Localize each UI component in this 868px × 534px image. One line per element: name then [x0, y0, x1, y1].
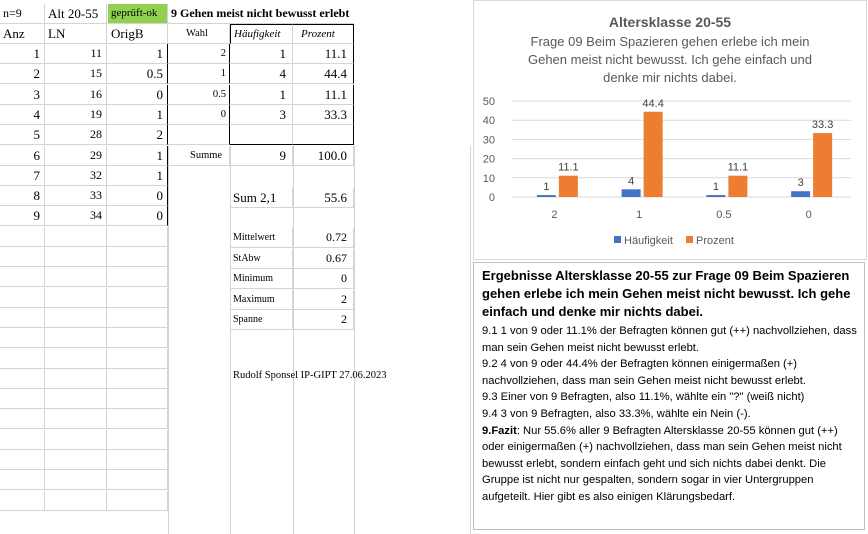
cell-ln[interactable]: 29 [45, 146, 107, 166]
sum21-percent[interactable]: 55.6 [293, 188, 354, 208]
x-tick-label: 2 [551, 209, 558, 221]
stat-value[interactable]: 0.67 [293, 249, 354, 269]
empty-cell[interactable] [0, 328, 45, 348]
empty-cell[interactable] [45, 227, 107, 247]
data-label: 11.1 [727, 161, 749, 174]
stat-label[interactable]: Mittelwert [230, 228, 293, 248]
summe-label[interactable]: Summe [168, 146, 230, 166]
bar-prozent [728, 176, 747, 197]
data-label: 4 [628, 175, 635, 188]
cell-ln[interactable]: 28 [45, 125, 107, 145]
col-line-prozent [293, 146, 294, 534]
freq-wahl[interactable]: 0.5 [168, 85, 230, 105]
empty-cell[interactable] [45, 389, 107, 409]
empty-cell[interactable] [0, 288, 45, 308]
empty-cell[interactable] [45, 369, 107, 389]
bar-prozent [644, 112, 663, 197]
fazit-label: 9.Fazit [482, 424, 517, 437]
cell-ln[interactable]: 34 [45, 206, 107, 226]
freq-haeufigkeit[interactable]: 1 [230, 85, 293, 105]
freq-prozent[interactable]: 11.1 [293, 44, 354, 64]
cell-origb[interactable]: 0 [107, 85, 168, 105]
empty-cell[interactable] [107, 308, 168, 328]
empty-cell[interactable] [0, 227, 45, 247]
summe-count[interactable]: 9 [230, 146, 293, 166]
cell-n-label[interactable]: n=9 [0, 4, 45, 24]
result-fazit [482, 423, 858, 506]
data-label: 11.1 [558, 161, 579, 174]
stat-label[interactable]: Minimum [230, 269, 293, 289]
freq-wahl[interactable]: 0 [168, 105, 230, 125]
empty-cell[interactable] [45, 450, 107, 470]
empty-cell[interactable] [0, 267, 45, 287]
cell-origb[interactable]: 1 [107, 44, 168, 64]
sum21-label[interactable]: Sum 2,1 [230, 188, 293, 208]
bar-prozent [559, 176, 578, 197]
freq-haeufigkeit[interactable]: 4 [230, 64, 293, 84]
cell-signature[interactable]: Rudolf Sponsel IP-GIPT 27.06.2023 [233, 370, 387, 381]
empty-cell[interactable] [0, 349, 45, 369]
results-text-box[interactable] [473, 262, 865, 530]
col-header-haeufigkeit[interactable]: Häufigkeit [230, 24, 293, 44]
y-tick-label: 20 [482, 153, 495, 166]
col-line-wahl [168, 146, 169, 534]
empty-cell[interactable] [107, 227, 168, 247]
stat-label[interactable]: StAbw [230, 249, 293, 269]
empty-cell[interactable] [107, 369, 168, 389]
cell-ln[interactable]: 15 [45, 64, 107, 84]
empty-cell[interactable] [107, 349, 168, 369]
y-tick-label: 0 [488, 192, 495, 204]
empty-cell[interactable] [45, 409, 107, 429]
fazit-text: : Nur 55.6% aller 9 Befragten Altersklasse 20-55 können gut (++) oder einigermaßen (+) nachvollziehen, dass man sein Gehen meist nicht bewusst erlebt, sondern einfach geht und sich nichts dabei denkt. Die Gruppe ist nicht nur gespalten, sondern sogar in vier Untergruppen aufgeteilt. Hier gibt es also einigen Klärungsbedarf. [482, 424, 842, 503]
cell-anz[interactable]: 4 [0, 105, 45, 125]
cell-origb[interactable]: 1 [107, 105, 168, 125]
empty-cell[interactable] [0, 430, 45, 450]
data-label: 33.3 [811, 119, 834, 132]
cell-origb[interactable]: 1 [107, 166, 168, 186]
result-line-3: 9.3 Einer von 9 Befragten, also 11.1%, wählte ein "?" (weiß nicht) [482, 391, 805, 404]
empty-cell[interactable] [107, 389, 168, 409]
bar-prozent [813, 133, 832, 197]
data-label: 1 [712, 181, 719, 194]
cell-origb[interactable]: 0 [107, 206, 168, 226]
col-line-haeufigkeit [230, 146, 231, 534]
bar-hufigkeit [537, 195, 556, 197]
empty-cell[interactable] [107, 491, 168, 511]
bar-hufigkeit [706, 195, 725, 197]
cell-anz[interactable]: 5 [0, 125, 45, 145]
empty-cell[interactable] [45, 491, 107, 511]
empty-cell[interactable] [107, 470, 168, 490]
col-line-extra [470, 146, 471, 534]
data-label: 44.4 [642, 97, 664, 110]
chart-title: Altersklasse 20-55 [608, 14, 732, 30]
freq-prozent[interactable]: 33.3 [293, 105, 354, 125]
chart-plot-area [474, 1, 866, 259]
col-header-origb[interactable]: OrigB [108, 24, 168, 44]
empty-cell[interactable] [45, 308, 107, 328]
cell-anz[interactable]: 6 [0, 146, 45, 166]
empty-cell[interactable] [107, 409, 168, 429]
cell-origb[interactable]: 0 [107, 186, 168, 206]
freq-blank-prozent [293, 125, 354, 145]
x-tick-label: 1 [636, 209, 643, 221]
cell-group-label[interactable]: Alt 20-55 [45, 4, 107, 24]
cell-anz[interactable]: 1 [0, 44, 45, 64]
empty-cell[interactable] [107, 430, 168, 450]
data-label: 3 [797, 177, 804, 190]
chart-subtitle-line-2: Gehen meist nicht bewusst. Ich gehe einfach und [527, 52, 812, 67]
empty-cell[interactable] [0, 491, 45, 511]
cell-origb[interactable]: 0.5 [107, 64, 168, 84]
freq-prozent[interactable]: 11.1 [293, 85, 354, 105]
empty-cell[interactable] [107, 328, 168, 348]
x-tick-label: 0 [805, 209, 812, 221]
y-tick-label: 30 [482, 134, 495, 147]
col-header-anz[interactable]: Anz [0, 24, 45, 44]
cell-ln[interactable]: 33 [45, 186, 107, 206]
empty-cell[interactable] [107, 450, 168, 470]
empty-cell[interactable] [0, 409, 45, 429]
y-tick-label: 40 [482, 115, 495, 128]
freq-haeufigkeit[interactable]: 3 [230, 105, 293, 125]
freq-blank-wahl [168, 125, 230, 145]
stat-value[interactable]: 0.72 [293, 228, 354, 248]
empty-cell[interactable] [0, 389, 45, 409]
legend-label: Prozent [696, 235, 734, 247]
cell-ln[interactable]: 32 [45, 166, 107, 186]
empty-cell[interactable] [107, 267, 168, 287]
empty-cell[interactable] [45, 430, 107, 450]
legend-swatch [614, 236, 621, 243]
cell-question-title[interactable]: 9 Gehen meist nicht bewusst erlebt [168, 4, 354, 24]
x-tick-label: 0.5 [716, 209, 732, 221]
col-line-prozent-right [354, 146, 355, 534]
stat-value[interactable]: 0 [293, 269, 354, 289]
col-header-prozent[interactable]: Prozent [293, 24, 354, 44]
bar-chart[interactable] [473, 0, 867, 260]
chart-subtitle-line-3: denke mir nichts dabei. [603, 70, 737, 85]
freq-prozent[interactable]: 44.4 [293, 64, 354, 84]
result-line-1: 9.1 1 von 9 oder 11.1% der Befragten können gut (++) nachvollziehen, dass man sein Gehen meist nicht bewusst erlebt. [482, 325, 857, 354]
cell-origb[interactable]: 1 [107, 146, 168, 166]
bar-hufigkeit [622, 189, 641, 197]
cell-anz[interactable]: 3 [0, 85, 45, 105]
result-line-2: 9.2 4 von 9 oder 44.4% der Befragten können einigermaßen (+) nachvollziehen, dass man sein Gehen meist nicht bewusst erlebt. [482, 358, 806, 387]
stat-value[interactable]: 2 [293, 310, 354, 330]
cell-anz[interactable]: 9 [0, 206, 45, 226]
empty-cell[interactable] [0, 450, 45, 470]
result-line-4: 9.4 3 von 9 Befragten, also 33.3%, wählte ein Nein (-). [482, 407, 751, 420]
y-tick-label: 50 [482, 96, 495, 108]
cell-anz[interactable]: 2 [0, 64, 45, 84]
stat-value[interactable]: 2 [293, 290, 354, 310]
cell-anz[interactable]: 7 [0, 166, 45, 186]
cell-ln[interactable]: 11 [45, 44, 107, 64]
freq-blank-haeufigkeit [230, 125, 293, 145]
chart-subtitle-line-1: Frage 09 Beim Spazieren gehen erlebe ich mein [530, 34, 810, 49]
empty-cell[interactable] [0, 369, 45, 389]
legend-label: Häufigkeit [624, 235, 673, 247]
empty-cell[interactable] [0, 470, 45, 490]
bar-hufigkeit [791, 191, 810, 197]
empty-cell[interactable] [0, 308, 45, 328]
empty-cell[interactable] [45, 470, 107, 490]
cell-origb[interactable]: 2 [107, 125, 168, 145]
stat-label[interactable]: Spanne [230, 310, 293, 330]
empty-cell[interactable] [107, 288, 168, 308]
col-header-ln[interactable]: LN [45, 24, 107, 44]
results-heading: Ergebnisse Altersklasse 20-55 zur Frage 09 Beim Spazieren gehen erlebe ich mein Gehen meist nicht bewusst. Ich gehe einfach und denke mir nichts dabei. [482, 268, 851, 319]
empty-cell[interactable] [45, 288, 107, 308]
empty-cell[interactable] [45, 349, 107, 369]
empty-cell[interactable] [0, 247, 45, 267]
empty-cell[interactable] [45, 267, 107, 287]
cell-ln[interactable]: 16 [45, 85, 107, 105]
freq-haeufigkeit[interactable]: 1 [230, 44, 293, 64]
cell-checked-label[interactable]: geprüft-ok [108, 4, 168, 24]
empty-cell[interactable] [45, 328, 107, 348]
y-tick-label: 10 [482, 172, 495, 185]
data-label: 1 [543, 181, 550, 194]
cell-ln[interactable]: 19 [45, 105, 107, 125]
cell-anz[interactable]: 8 [0, 186, 45, 206]
summe-percent[interactable]: 100.0 [293, 146, 354, 166]
freq-wahl[interactable]: 2 [168, 44, 230, 64]
empty-cell[interactable] [45, 247, 107, 267]
empty-cell[interactable] [107, 247, 168, 267]
col-header-wahl[interactable]: Wahl [168, 24, 230, 44]
stat-label[interactable]: Maximum [230, 290, 293, 310]
legend-swatch [686, 236, 693, 243]
freq-wahl[interactable]: 1 [168, 64, 230, 84]
